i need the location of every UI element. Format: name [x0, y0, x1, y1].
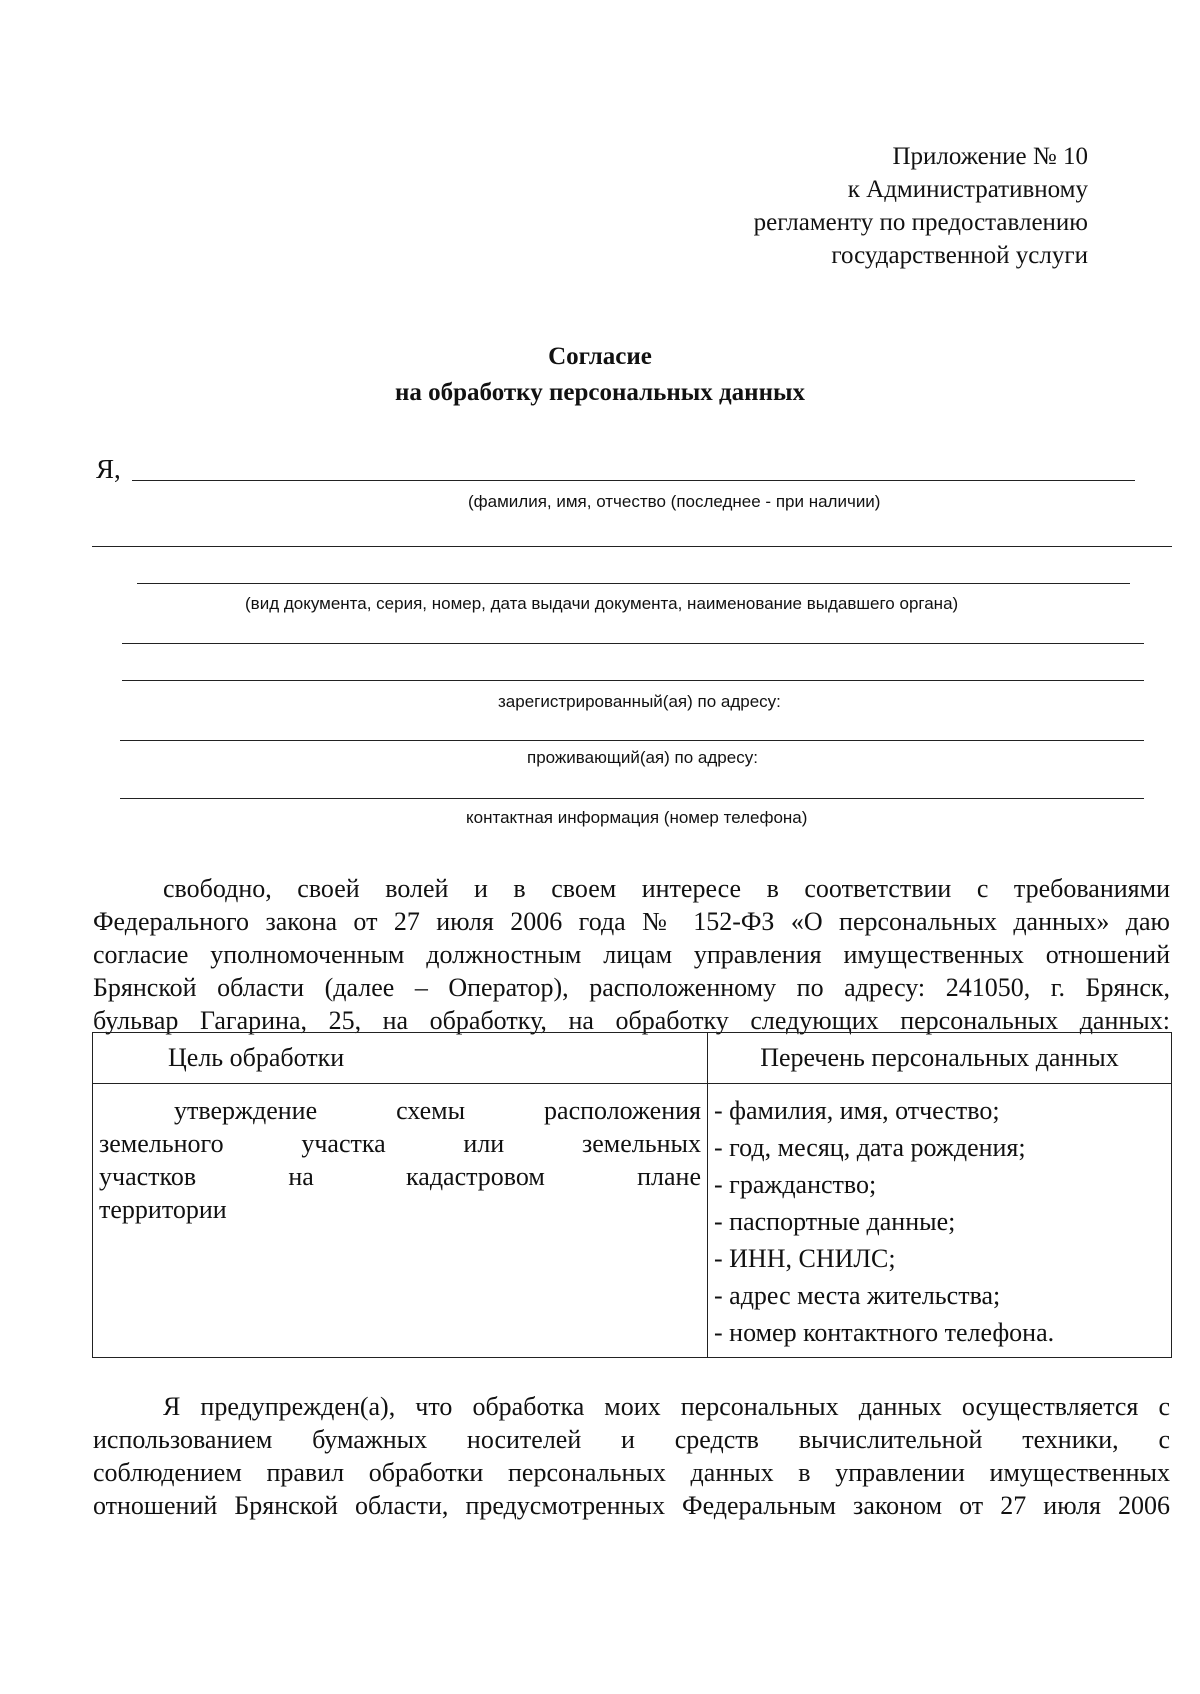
contact-caption: контактная информация (номер телефона): [466, 808, 808, 827]
list-item: - номер контактного телефона.: [714, 1318, 1055, 1347]
living-address-line[interactable]: [120, 740, 1144, 741]
document-caption: (вид документа, серия, номер, дата выдачи документа, наименование выдавшего органа): [245, 594, 959, 613]
personal-data-table: [92, 1032, 1172, 1358]
appendix-line: государственной услуги: [831, 242, 1088, 269]
blank-line[interactable]: [92, 546, 1172, 547]
purpose-line: земельного участка или земельных: [99, 1129, 701, 1158]
paragraph-line: свободно, своей волей и в своем интересе в соответствии с требованиями: [163, 874, 1170, 903]
list-item: - ИНН, СНИЛС;: [714, 1244, 896, 1273]
list-header: Перечень персональных данных: [708, 1033, 1172, 1084]
list-item: - адрес места жительства;: [714, 1281, 1001, 1310]
appendix-header: [754, 140, 1088, 272]
warning-paragraph: [93, 1390, 1170, 1522]
list-item: - год, месяц, дата рождения;: [714, 1133, 1026, 1162]
registered-address-line[interactable]: [122, 680, 1144, 681]
paragraph-line: Брянской области (далее – Оператор), расположенному по адресу: 241050, г. Брянск,: [93, 973, 1170, 1002]
purpose-line: утверждение схемы расположения: [174, 1096, 701, 1125]
blank-line[interactable]: [122, 643, 1144, 644]
consent-paragraph: [93, 872, 1170, 1037]
paragraph-line: Федерального закона от 27 июля 2006 года № 152-ФЗ «О персональных данных» даю: [93, 907, 1170, 936]
document-title: Согласие: [548, 343, 652, 370]
list-item: - гражданство;: [714, 1170, 877, 1199]
paragraph-line: использованием бумажных носителей и средств вычислительной техники, с: [93, 1425, 1170, 1454]
purpose-line: участков на кадастровом плане: [99, 1162, 701, 1191]
fio-caption: (фамилия, имя, отчество (последнее - при наличии): [468, 492, 881, 511]
appendix-line: к Административному: [847, 176, 1088, 203]
document-subtitle: на обработку персональных данных: [395, 379, 805, 406]
registered-caption: зарегистрированный(ая) по адресу:: [498, 692, 781, 711]
paragraph-line: бульвар Гагарина, 25, на обработку, на обработку следующих персональных данных:: [93, 1006, 1170, 1035]
data-list-cell: [708, 1084, 1172, 1358]
paragraph-line: Я предупрежден(а), что обработка моих персональных данных осуществляется с: [163, 1392, 1170, 1421]
contact-line[interactable]: [120, 798, 1144, 799]
fio-line[interactable]: [132, 480, 1135, 481]
list-item: - паспортные данные;: [714, 1207, 956, 1236]
table-header-row: [93, 1033, 1172, 1084]
paragraph-line: согласие уполномоченным должностным лицам управления имущественных отношений: [93, 940, 1170, 969]
appendix-line: регламенту по предоставлению: [753, 209, 1088, 236]
appendix-line: Приложение № 10: [892, 143, 1088, 170]
purpose-line: территории: [99, 1195, 227, 1224]
table-row: [93, 1084, 1172, 1358]
document-line[interactable]: [137, 583, 1130, 584]
living-caption: проживающий(ая) по адресу:: [527, 748, 758, 767]
purpose-cell: [93, 1084, 708, 1358]
ya-label: Я,: [96, 454, 121, 484]
paragraph-line: отношений Брянской области, предусмотренных Федеральным законом от 27 июля 2006: [93, 1491, 1170, 1520]
list-item: - фамилия, имя, отчество;: [714, 1096, 1000, 1125]
paragraph-line: соблюдением правил обработки персональных данных в управлении имущественных: [93, 1458, 1170, 1487]
purpose-header: Цель обработки: [93, 1033, 708, 1084]
